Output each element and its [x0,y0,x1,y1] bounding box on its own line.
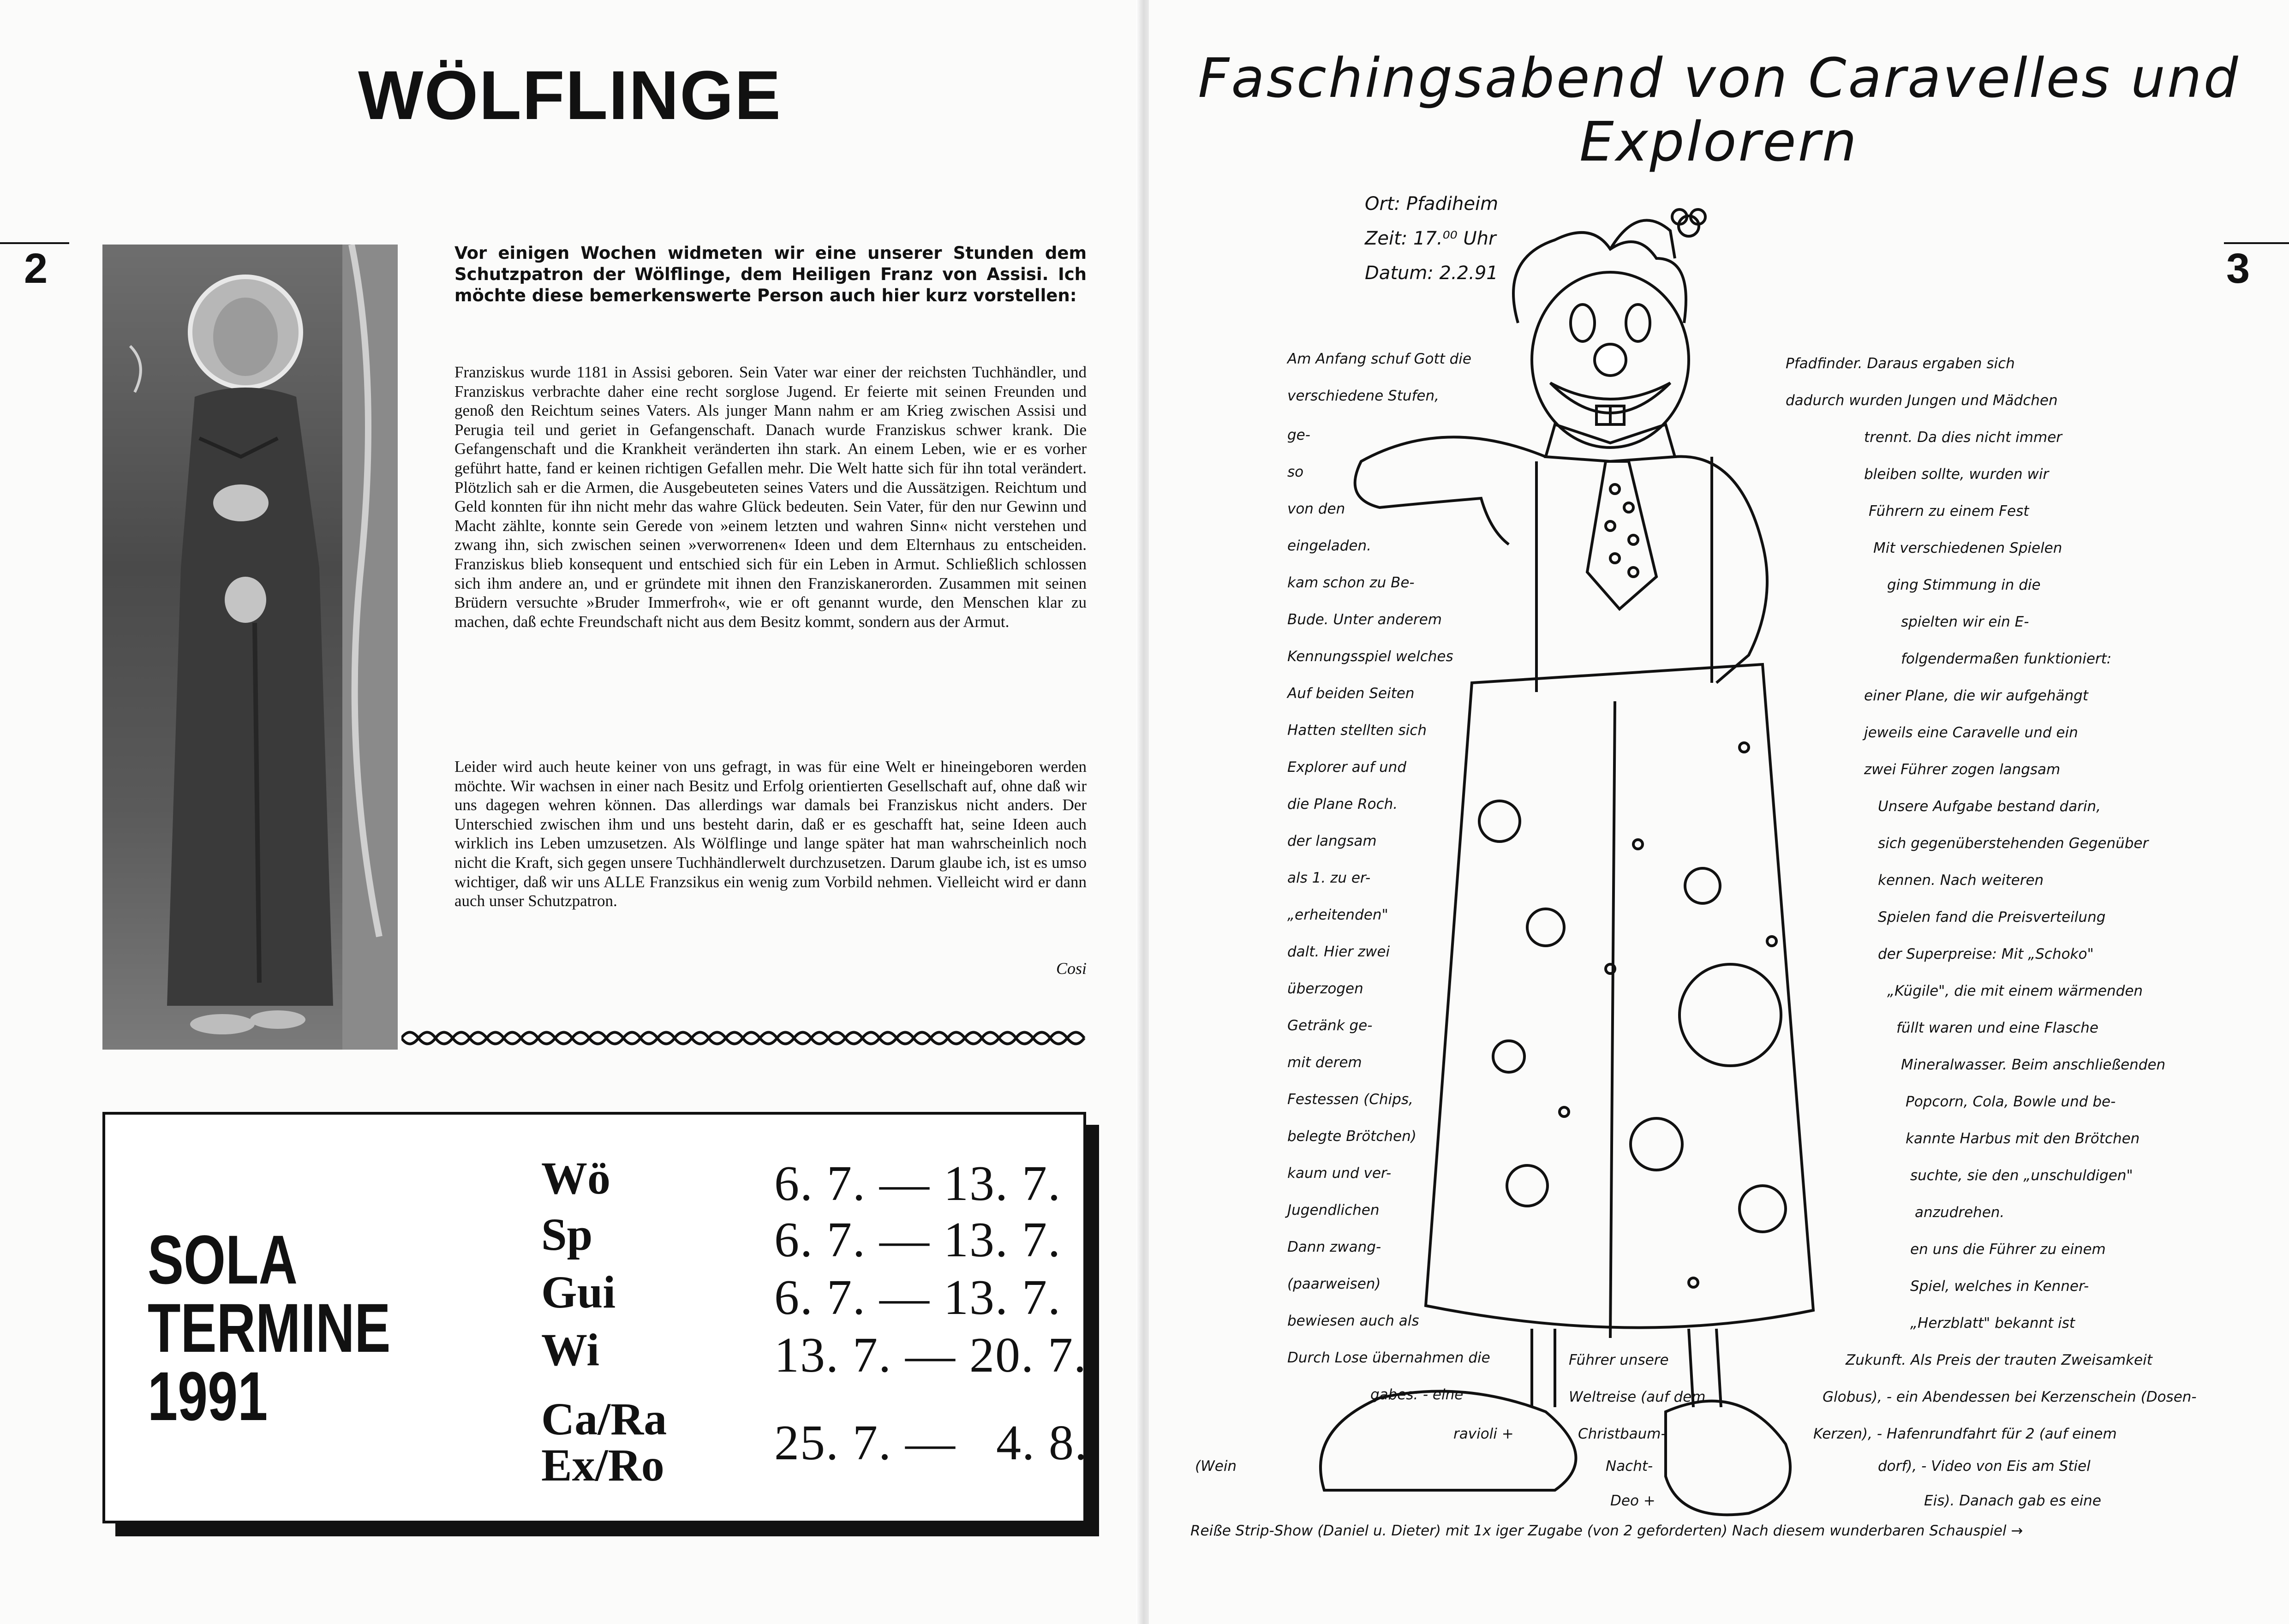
handwritten-line: Weltreise (auf dem [1569,1389,1706,1405]
handwritten-line: kannte Harbus mit den Brötchen [1906,1130,2140,1147]
handwritten-line: „Herzblatt" bekannt ist [1910,1315,2075,1331]
handwritten-line: Kerzen), - Hafenrundfahrt für 2 (auf einem [1813,1426,2117,1442]
page-number: 3 [2226,245,2250,292]
schedule-dates: 6. 7. — 13. 7. [774,1212,1061,1267]
schedule-group-line: Ex/Ro [541,1439,664,1491]
handwritten-line: jeweils eine Caravelle und ein [1864,724,2078,741]
handwritten-line: (paarweisen) [1287,1276,1381,1292]
handwritten-line: dorf), - Video von Eis am Stiel [1878,1458,2091,1475]
handwritten-line: kaum und ver- [1287,1165,1392,1182]
page-number: 2 [24,245,48,292]
handwritten-line: Jugendlichen [1287,1202,1380,1218]
handwritten-line: folgendermaßen funktioniert: [1901,651,2112,667]
sola-schedule-box [102,1112,1086,1523]
handwritten-line: „erheitenden" [1287,907,1388,923]
handwritten-line: von den [1287,501,1345,517]
handwritten-line: Kennungsspiel welches [1287,648,1453,665]
handwritten-line: Pfadfinder. Daraus ergaben sich [1786,355,2015,372]
handwritten-line: der Superpreise: Mit „Schoko" [1878,946,2094,962]
saint-francis-figure [102,245,398,1050]
handwritten-line: Spiel, welches in Kenner- [1910,1278,2089,1295]
schedule-group: Gui [541,1266,616,1318]
handwritten-line: „Kügile", die mit einem wärmenden [1887,983,2143,999]
handwritten-line: Führer unsere [1569,1352,1669,1368]
handwritten-line: Eis). Danach gab es eine [1924,1493,2101,1509]
handwritten-line: Hatten stellten sich [1287,722,1427,739]
handwritten-line: gabes: - eine [1370,1386,1464,1403]
article-paragraph-2: Leider wird auch heute keiner von uns gefragt, in was für eine Welt er hineingeboren werden möchte. Wir wachsen in einer nach Besitz und Erfolg orientierten Gesellschaft auf, ohne daß wir uns dagegen wehren können. Das allerdings war damals bei Franziskus nicht anders. Der Unterschied zwischen ihm und uns besteht darin, daß er es geschafft hat, seine Ideen auch wirklich ins Leben umzusetzen. Als Wölflinge und lange später hat man wahrscheinlich noch nicht die Kraft, sich gegen unsere Tuchhändlerwelt durchzusetzen. Darum glaube ich, ist es umso wichtiger, daß wir uns ALLE Franzsikus ein wenig zum Vorbild nehmen. Vielleicht wird er dann auch unser Schutzpatron. [454,758,1087,910]
handwritten-line: Getränk ge- [1287,1017,1373,1034]
handwritten-line: Mineralwasser. Beim anschließenden [1901,1057,2166,1073]
intro-lead: Vor einigen Wochen widmeten wir eine unserer Stunden dem Schutzpatron der Wölflinge, dem Heiligen Franz von Assisi. Ich möchte diese bemerkenswerte Person auch hier kurz vorstellen: [454,243,1087,305]
handwritten-line: eingeladen. [1287,537,1371,554]
handwritten-line: so [1287,464,1304,480]
author-signature: Cosi [1056,959,1087,978]
schedule-dates: 6. 7. — 13. 7. [774,1156,1061,1211]
page-number-rule [0,242,69,244]
handwritten-line: einer Plane, die wir aufgehängt [1864,687,2088,704]
handwritten-line: en uns die Führer zu einem [1910,1241,2106,1258]
handwritten-line: dalt. Hier zwei [1287,943,1390,960]
handwritten-line: Reiße Strip-Show (Daniel u. Dieter) mit 1x iger Zugabe (von 2 geforderten) Nach diesem wunderbaren Schauspiel → [1190,1522,2023,1539]
handwritten-line: füllt waren und eine Flasche [1896,1020,2098,1036]
handwritten-line: Am Anfang schuf Gott die [1287,351,1471,367]
handwritten-line: Mit verschiedenen Spielen [1873,540,2062,556]
handwritten-line: ge- [1287,427,1310,443]
handwritten-line: kennen. Nach weiteren [1878,872,2044,889]
handwritten-line: trennt. Da dies nicht immer [1864,429,2062,446]
handwritten-line: bewiesen auch als [1287,1313,1419,1329]
handwritten-line: die Plane Roch. [1287,796,1398,812]
handwritten-line: (Wein [1195,1458,1237,1475]
schedule-dates: 6. 7. — 13. 7. [774,1270,1061,1325]
handwritten-line: der langsam [1287,833,1377,849]
handwritten-line: suchte, sie den „unschuldigen" [1910,1167,2133,1184]
sola-title-line: TERMINE [148,1289,391,1367]
sola-title-line: 1991 [148,1357,268,1435]
handwritten-line: ravioli + [1453,1426,1514,1442]
handwritten-line: Festessen (Chips, [1287,1091,1413,1108]
sola-title [148,1221,391,1435]
handwritten-line: dadurch wurden Jungen und Mädchen [1786,392,2058,409]
handwritten-line: verschiedene Stufen, [1287,388,1439,404]
handwritten-line: Nacht- [1606,1458,1653,1475]
saint-francis-fresco-image [102,245,398,1050]
schedule-group-line: Ca/Ra [541,1393,667,1445]
event-date: Datum: 2.2.91 [1365,263,1498,284]
schedule-group: Sp [541,1209,593,1260]
schedule-dates: 25. 7. — 4. 8. [774,1415,1088,1470]
handwritten-line: Bude. Unter anderem [1287,611,1442,628]
handwritten-line: Führern zu einem Fest [1869,503,2029,519]
handwritten-line: zwei Führer zogen langsam [1864,761,2061,778]
page-title: Faschingsabend von Caravelles und Explorern [1198,46,2240,173]
handwritten-line: bleiben sollte, wurden wir [1864,466,2049,483]
handwritten-line: Durch Lose übernahmen die [1287,1349,1490,1366]
event-time: Zeit: 17.⁰⁰ Uhr [1365,228,1496,249]
handwritten-line: Unsere Aufgabe bestand darin, [1878,798,2101,815]
handwritten-line: Popcorn, Cola, Bowle und be- [1906,1093,2116,1110]
page-title: WÖLFLINGE [358,56,782,134]
left-page [0,0,1140,1624]
event-location: Ort: Pfadiheim [1365,193,1499,215]
handwritten-line: Deo + [1610,1493,1655,1509]
schedule-dates: 13. 7. — 20. 7. [774,1328,1087,1383]
schedule-group: Wö [541,1152,610,1204]
handwritten-line: als 1. zu er- [1287,870,1371,886]
handwritten-line: überzogen [1287,980,1363,997]
schedule-group: Wi [541,1324,599,1375]
handwritten-line: ging Stimmung in die [1887,577,2041,593]
handwritten-line: anzudrehen. [1915,1204,2005,1221]
handwritten-line: Dann zwang- [1287,1239,1381,1255]
article-paragraph-1: Franziskus wurde 1181 in Assisi geboren. Sein Vater war einer der reichsten Tuchhändler, und Franziskus verbrachte daher eine recht sorglose Jugend. Er feierte mit seinen Freunden und genoß den Reichtum seines Vaters. Als junger Mann nahm er am Krieg zwischen Assisi und Perugia teil und geriet in Gefangenschaft. Danach wurde Franziskus schwer krank. Die Gefangenschaft und die Krankheit veränderten ihn stark. An einem Leben, wie er es vorher geführt hatte, fand er keinen richtigen Gefallen mehr. Die Welt hatte sich für ihn total verändert. Plötzlich sah er die Armen, die Ausgebeuteten seines Vaters und die Aussätzigen. Reichtum und Geld konnten für ihn nicht mehr das wahre Glück bedeuten. Sein Vater, für den nur Gewinn und Macht zählte, konnte sein Gerede von »einem letzten und wahren Sinn« nicht verstehen und zwang ihn, sich zwischen seinen »verworrenen« Ideen und dem Elternhaus zu entscheiden. Franziskus blieb konsequent und entschied sich für ein Leben in Armut. Schließlich schlossen sich ihm andere an, und er gründete mit ihnen den Franziskanerorden. Zusammen mit seinen Brüdern versuchte »Bruder Immerfroh«, wie er oft genannt wurde, den Menschen klar zu machen, daß echte Freundschaft nicht aus dem Besitz kommt, sondern aus der Armut. [454,363,1087,631]
handwritten-line: Globus), - ein Abendessen bei Kerzenschein (Dosen- [1823,1389,2197,1405]
handwritten-line: Explorer auf und [1287,759,1406,776]
handwritten-line: Christbaum- [1578,1426,1666,1442]
right-page [1149,0,2289,1624]
decorative-border-ornament [401,1027,1089,1050]
schedule-group [541,1393,667,1491]
handwritten-line: Spielen fand die Preisverteilung [1878,909,2106,925]
handwritten-line: mit derem [1287,1054,1362,1071]
handwritten-line: Auf beiden Seiten [1287,685,1415,702]
handwritten-line: spielten wir ein E- [1901,614,2029,630]
handwritten-line: belegte Brötchen) [1287,1128,1416,1145]
handwritten-line: kam schon zu Be- [1287,574,1415,591]
handwritten-line: Zukunft. Als Preis der trauten Zweisamkeit [1846,1352,2152,1368]
handwritten-line: sich gegenüberstehenden Gegenüber [1878,835,2149,852]
sola-title-line: SOLA [148,1221,298,1298]
